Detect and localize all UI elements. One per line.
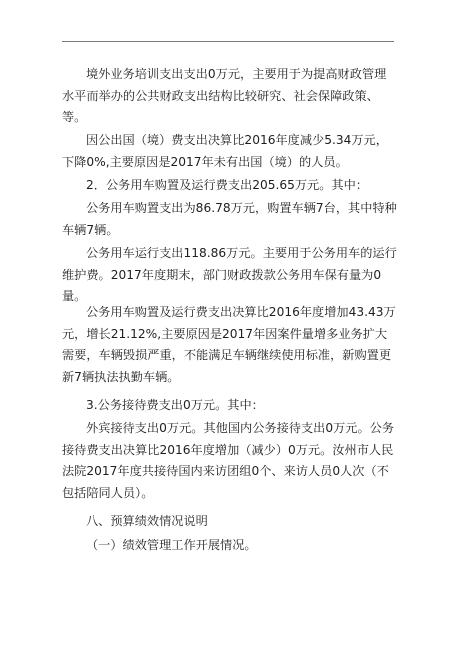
paragraph-vehicle-purchase: 公务用车购置支出为86.78万元，购置车辆7台，其中特种车辆7辆。 bbox=[62, 201, 397, 237]
paragraph-overseas-expense: 因公出国（境）费支出决算比2016年度减少5.34万元，下降0%,主要原因是2017年未有出国（境）的人员。 bbox=[62, 133, 388, 169]
subsection-heading-performance-management: （一）绩效管理工作开展情况。 bbox=[86, 538, 257, 552]
paragraph-vehicle-operation: 公务用车运行支出118.86万元。主要用于公务用车的运行维护费。2017年度期末，部门财政拨款公务用车保有量为0量。 bbox=[62, 246, 397, 303]
section-heading-performance: 八、预算绩效情况说明 bbox=[86, 514, 208, 528]
paragraph-reception-heading: 3.公务接待费支出0万元。其中： bbox=[86, 398, 264, 412]
paragraph-vehicle-comparison: 公务用车购置及运行费支出决算比2016年度增加43.43万元，增长21.12%,主要原因是2017年因案件量增多业务扩大需要，车辆毁损严重，不能满足车辆继续使用标准，新购置更新7辆执法执勤车辆。 bbox=[62, 305, 396, 384]
paragraph-vehicle-heading: 2．公务用车购置及运行费支出205.65万元。其中： bbox=[86, 178, 368, 192]
paragraph-reception-detail: 外宾接待支出0万元。其他国内公务接待支出0万元。公务接待费支出决算比2016年度增加（减少）0万元。汝州市人民法院2017年度共接待国内来访团组0个、来访人员0人次（不包括陪同人员）。 bbox=[62, 421, 395, 500]
paragraph-training-expense: 境外业务培训支出支出0万元，主要用于为提高财政管理水平而举办的公共财政支出结构比较研究、社会保障政策、等。 bbox=[62, 67, 387, 124]
header-rule bbox=[62, 41, 394, 42]
